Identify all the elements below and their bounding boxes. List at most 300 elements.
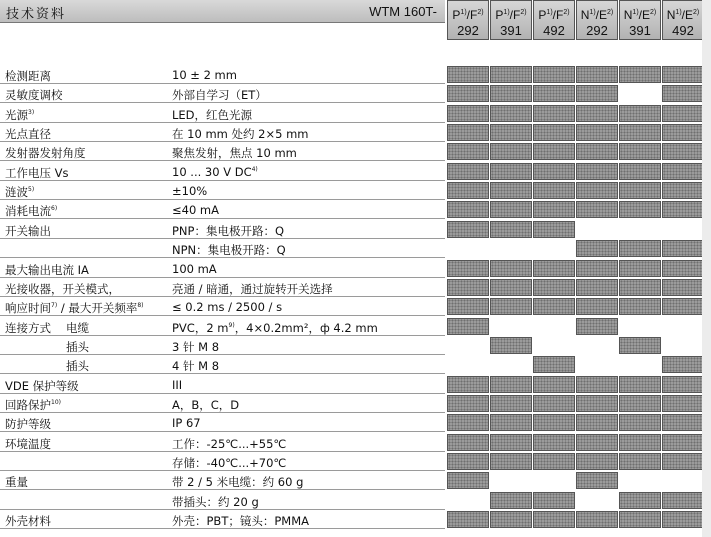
label-text: 光接收器，开关模式，: [5, 282, 120, 296]
availability-cell-filled: [447, 201, 489, 218]
label-footnote-2: 8): [137, 302, 144, 310]
table-row: [0, 84, 445, 103]
value-text: 外部自学习（ET）: [172, 88, 267, 102]
availability-cell-filled: [490, 395, 532, 412]
value-footnote: 9): [228, 322, 235, 330]
availability-cell-filled: [447, 221, 489, 238]
availability-cell-filled: [619, 337, 661, 354]
availability-cell-empty: [619, 318, 661, 335]
availability-cell-filled: [447, 85, 489, 102]
value-text: 聚焦发射，焦点 10 mm: [172, 146, 297, 160]
table-row: [0, 355, 445, 374]
row-label: [5, 165, 69, 181]
availability-cell-filled: [619, 124, 661, 141]
availability-cell-filled: [447, 376, 489, 393]
row-value: [172, 126, 309, 142]
column-sup2: 2): [477, 9, 484, 16]
availability-cell-filled: [447, 279, 489, 296]
label-footnote: 3): [28, 109, 35, 117]
value-text: ≤ 0.2 ms / 2500 / s: [172, 300, 283, 314]
column-sup1: 1): [460, 9, 467, 16]
availability-cell-empty: [576, 356, 618, 373]
availability-cell-filled: [490, 298, 532, 315]
availability-cell-filled: [533, 260, 575, 277]
table-row: [0, 65, 445, 84]
availability-cell-filled: [490, 143, 532, 160]
availability-cell-filled: [447, 124, 489, 141]
availability-cell-filled: [490, 376, 532, 393]
table-row: [0, 452, 445, 471]
availability-cell-filled: [533, 124, 575, 141]
availability-cell-empty: [447, 492, 489, 509]
availability-cell-filled: [576, 260, 618, 277]
row-value: [172, 223, 284, 239]
column-type: [577, 5, 617, 23]
table-row: [0, 162, 445, 181]
row-label: [5, 436, 51, 452]
row-label: [5, 223, 51, 239]
availability-cell-filled: [576, 511, 618, 528]
availability-cell-filled: [490, 453, 532, 470]
row-value: [172, 339, 219, 355]
availability-cell-filled: [662, 124, 704, 141]
value-text: III: [172, 378, 183, 392]
column-number: 391: [629, 23, 651, 38]
availability-cell-filled: [619, 492, 661, 509]
availability-cell-filled: [447, 66, 489, 83]
availability-cell-filled: [533, 453, 575, 470]
availability-cell-filled: [490, 163, 532, 180]
row-value: [172, 494, 259, 510]
row-divider: [0, 257, 445, 258]
availability-cell-filled: [662, 260, 704, 277]
availability-cell-filled: [619, 395, 661, 412]
availability-cell-empty: [447, 356, 489, 373]
row-label: [5, 184, 34, 200]
availability-cell-empty: [490, 240, 532, 257]
availability-cell-filled: [576, 182, 618, 199]
availability-cell-empty: [619, 472, 661, 489]
availability-cell-filled: [447, 318, 489, 335]
availability-cell-empty: [490, 356, 532, 373]
availability-cell-filled: [662, 414, 704, 431]
availability-cell-filled: [619, 105, 661, 122]
column-type: [491, 5, 531, 23]
availability-cell-filled: [447, 472, 489, 489]
value-text: IP 67: [172, 416, 201, 430]
availability-cell-filled: [490, 221, 532, 238]
label-text: 响应时间: [5, 301, 51, 315]
column-number: 292: [457, 23, 479, 38]
availability-cell-filled: [490, 279, 532, 296]
availability-cell-filled: [662, 511, 704, 528]
value-text: 带插头：约 20 g: [172, 495, 259, 509]
header-bar: [0, 0, 445, 23]
label-text: 光源: [5, 108, 28, 122]
row-value: [172, 87, 267, 103]
label-text: 检测距离: [5, 69, 51, 83]
value-text: 存储：-40℃...+70℃: [172, 456, 287, 470]
column-sup1: 1): [546, 9, 553, 16]
row-sublabel: 插头: [66, 340, 89, 354]
availability-cell-filled: [662, 453, 704, 470]
availability-cell-filled: [576, 163, 618, 180]
availability-cell-filled: [447, 143, 489, 160]
availability-cell-filled: [533, 105, 575, 122]
availability-cell-filled: [619, 163, 661, 180]
column-header: [533, 0, 575, 40]
availability-cell-filled: [662, 163, 704, 180]
row-value: [172, 281, 333, 297]
table-row: [0, 491, 445, 510]
column-type: P: [495, 8, 504, 22]
availability-cell-filled: [576, 453, 618, 470]
column-sig: F: [470, 8, 478, 22]
label-text: 重量: [5, 475, 28, 489]
row-value: [172, 416, 201, 430]
availability-cell-filled: [533, 85, 575, 102]
table-row: [0, 413, 445, 432]
availability-cell-empty: [533, 472, 575, 489]
availability-cell-filled: [533, 434, 575, 451]
row-divider: [0, 102, 445, 103]
table-row: [0, 375, 445, 394]
availability-cell-filled: [619, 240, 661, 257]
column-header: [619, 0, 661, 40]
availability-cell-filled: [619, 434, 661, 451]
availability-cell-filled: [619, 414, 661, 431]
column-type: [534, 5, 574, 23]
availability-cell-filled: [533, 395, 575, 412]
row-value: [172, 397, 239, 413]
availability-cell-empty: [447, 337, 489, 354]
value-text: PVC，2 m: [172, 321, 229, 335]
label-text: 灵敏度调校: [5, 88, 63, 102]
value-text: 10 ± 2 mm: [172, 68, 237, 82]
availability-cell-filled: [533, 182, 575, 199]
value-text: ≤40 mA: [172, 203, 219, 217]
column-number: 492: [672, 23, 694, 38]
availability-cell-filled: [576, 240, 618, 257]
table-row: [0, 336, 445, 355]
section-title: 技术资料: [6, 7, 67, 22]
column-sep: /: [681, 8, 685, 22]
label-text: 消耗电流: [5, 204, 51, 218]
availability-cell-filled: [447, 434, 489, 451]
model-label: WTM 160T-: [369, 4, 437, 19]
row-label: [5, 107, 34, 123]
availability-cell-empty: [490, 472, 532, 489]
availability-cell-filled: [533, 279, 575, 296]
availability-cell-filled: [576, 318, 618, 335]
row-label: [5, 87, 63, 103]
availability-cell-filled: [576, 298, 618, 315]
label-footnote: 5): [28, 186, 35, 194]
availability-cell-filled: [576, 143, 618, 160]
label-footnote: 7): [51, 302, 58, 310]
column-sep: /: [466, 8, 470, 22]
label-text: 光点直径: [5, 127, 51, 141]
availability-cell-filled: [662, 395, 704, 412]
availability-cell-filled: [490, 66, 532, 83]
table-row: [0, 181, 445, 200]
column-type: P: [452, 8, 461, 22]
value-text: 在 10 mm 处约 2×5 mm: [172, 127, 309, 141]
column-sep: /: [509, 8, 513, 22]
row-value: [172, 165, 258, 179]
row-label: [5, 513, 51, 529]
availability-cell-filled: [662, 492, 704, 509]
label-text: 开关输出: [5, 224, 51, 238]
availability-cell-filled: [447, 182, 489, 199]
availability-cell-empty: [662, 221, 704, 238]
row-value: [172, 68, 237, 82]
availability-cell-filled: [576, 105, 618, 122]
column-sig: E: [685, 8, 694, 22]
availability-cell-filled: [490, 434, 532, 451]
availability-cell-filled: [662, 434, 704, 451]
row-sublabel: 电缆: [66, 321, 89, 335]
availability-cell-empty: [576, 221, 618, 238]
availability-cell-filled: [619, 201, 661, 218]
table-row: [0, 220, 445, 239]
availability-cell-filled: [662, 105, 704, 122]
availability-cell-filled: [490, 511, 532, 528]
row-label: [5, 397, 61, 413]
table-row: [0, 278, 445, 297]
label-footnote: 6): [51, 205, 58, 213]
column-header: [447, 0, 489, 40]
label-text: 工作电压 Vs: [5, 166, 69, 180]
column-number: 391: [500, 23, 522, 38]
column-type: [663, 5, 703, 23]
label-text: 最大输出电流 IA: [5, 263, 89, 277]
row-label: [5, 262, 89, 278]
row-label: [5, 474, 28, 490]
availability-cell-empty: [619, 221, 661, 238]
label-text: VDE 保护等级: [5, 379, 79, 393]
availability-cell-filled: [576, 124, 618, 141]
label-text: 环境温度: [5, 437, 51, 451]
availability-cell-filled: [533, 201, 575, 218]
availability-cell-filled: [662, 85, 704, 102]
row-value: [172, 184, 207, 198]
availability-cell-filled: [533, 221, 575, 238]
table-row: [0, 433, 445, 452]
availability-cell-filled: [533, 414, 575, 431]
availability-cell-filled: [447, 414, 489, 431]
availability-cell-filled: [447, 163, 489, 180]
column-sup2: 2): [693, 9, 700, 16]
availability-cell-empty: [533, 337, 575, 354]
availability-cell-empty: [533, 318, 575, 335]
label-footnote: 10): [51, 399, 61, 407]
availability-cell-filled: [662, 298, 704, 315]
table-row: [0, 471, 445, 490]
availability-cell-filled: [447, 453, 489, 470]
row-value: [172, 474, 303, 490]
row-value: [172, 378, 182, 392]
table-row: [0, 142, 445, 161]
availability-cell-filled: [662, 66, 704, 83]
column-type: [620, 5, 660, 23]
availability-cell-empty: [662, 472, 704, 489]
row-divider: [0, 431, 445, 432]
row-label: [5, 281, 120, 297]
row-label: [5, 68, 51, 84]
column-sup1: 1): [675, 9, 682, 16]
availability-cell-filled: [619, 511, 661, 528]
column-header: [662, 0, 704, 40]
availability-cell-filled: [662, 182, 704, 199]
value-text-2: ，4×0.2mm²，ф 4.2 mm: [234, 321, 378, 335]
row-value: [172, 203, 219, 217]
row-value: [172, 455, 286, 471]
row-label: [5, 126, 51, 142]
row-label: [5, 320, 51, 336]
row-divider: [0, 373, 445, 374]
availability-cell-filled: [490, 85, 532, 102]
row-value: [172, 320, 378, 336]
availability-cell-filled: [576, 376, 618, 393]
availability-cell-filled: [576, 85, 618, 102]
availability-cell-filled: [533, 356, 575, 373]
row-value: [172, 436, 286, 452]
availability-cell-filled: [533, 492, 575, 509]
label-text: 回路保护: [5, 398, 51, 412]
availability-cell-filled: [447, 260, 489, 277]
column-sup1: 1): [632, 9, 639, 16]
availability-cell-filled: [533, 511, 575, 528]
availability-cell-filled: [490, 105, 532, 122]
row-value: [172, 242, 286, 258]
availability-cell-filled: [619, 182, 661, 199]
availability-cell-filled: [619, 66, 661, 83]
row-sublabel: 插头: [66, 359, 89, 373]
table-row: [0, 200, 445, 219]
availability-cell-filled: [533, 143, 575, 160]
value-text: NPN：集电极开路：Q: [172, 243, 286, 257]
availability-cell-filled: [619, 260, 661, 277]
row-divider: [0, 489, 445, 490]
value-text: 工作：-25℃...+55℃: [172, 437, 287, 451]
availability-cell-filled: [490, 492, 532, 509]
availability-cell-filled: [576, 66, 618, 83]
row-label: [5, 300, 144, 316]
availability-cell-empty: [490, 318, 532, 335]
column-sig: F: [513, 8, 521, 22]
column-type: N: [580, 8, 590, 22]
table-row: [0, 239, 445, 258]
column-sup2: 2): [520, 9, 527, 16]
row-value: [172, 262, 217, 276]
table-row: [0, 104, 445, 123]
availability-cell-empty: [447, 240, 489, 257]
label-text: 发射器发射角度: [5, 146, 86, 160]
column-type: N: [666, 8, 676, 22]
table-row: [0, 297, 445, 316]
label-text: 外壳材料: [5, 514, 51, 528]
value-text: 10 ... 30 V DC: [172, 165, 252, 179]
availability-cell-filled: [662, 376, 704, 393]
availability-cell-filled: [576, 472, 618, 489]
label-text: 连接方式: [5, 321, 51, 335]
column-header: [490, 0, 532, 40]
availability-cell-filled: [576, 434, 618, 451]
column-sep: /: [552, 8, 556, 22]
value-text: 3 针 M 8: [172, 340, 220, 354]
row-divider: [0, 218, 445, 219]
availability-cell-filled: [576, 201, 618, 218]
row-label: [5, 203, 57, 219]
table-row: [0, 259, 445, 278]
availability-cell-filled: [619, 298, 661, 315]
row-value: [172, 145, 297, 161]
column-sup2: 2): [563, 9, 570, 16]
availability-cell-filled: [490, 182, 532, 199]
column-sup2: 2): [607, 9, 614, 16]
availability-cell-filled: [447, 395, 489, 412]
column-sep: /: [595, 8, 599, 22]
column-sep: /: [638, 8, 642, 22]
availability-cell-empty: [662, 318, 704, 335]
row-value: [172, 107, 252, 123]
availability-cell-filled: [533, 163, 575, 180]
value-text: 亮通 / 暗通，通过旋转开关选择: [172, 282, 333, 296]
availability-cell-filled: [490, 260, 532, 277]
column-sig: E: [642, 8, 651, 22]
availability-cell-filled: [447, 298, 489, 315]
row-divider: [0, 315, 445, 316]
availability-cell-filled: [490, 201, 532, 218]
availability-cell-filled: [619, 453, 661, 470]
availability-cell-filled: [447, 511, 489, 528]
availability-cell-filled: [662, 356, 704, 373]
row-label: [5, 145, 86, 161]
availability-cell-filled: [533, 66, 575, 83]
availability-cell-filled: [490, 414, 532, 431]
availability-cell-filled: [662, 143, 704, 160]
value-text: 100 mA: [172, 262, 217, 276]
availability-cell-filled: [662, 279, 704, 296]
availability-cell-filled: [490, 124, 532, 141]
label-text: 涟波: [5, 185, 28, 199]
table-row: [0, 394, 445, 413]
table-row: [0, 510, 445, 529]
column-header: [576, 0, 618, 40]
value-text: 带 2 / 5 米电缆：约 60 g: [172, 475, 304, 489]
column-sig: F: [556, 8, 564, 22]
table-row: [0, 317, 445, 336]
availability-cell-filled: [662, 201, 704, 218]
availability-cell-filled: [619, 143, 661, 160]
column-sup1: 1): [503, 9, 510, 16]
value-text: 4 针 M 8: [172, 359, 220, 373]
availability-cell-empty: [662, 337, 704, 354]
column-sig: E: [599, 8, 608, 22]
availability-cell-filled: [447, 105, 489, 122]
column-number: 292: [586, 23, 608, 38]
availability-cell-empty: [619, 356, 661, 373]
value-text: PNP：集电极开路：Q: [172, 224, 285, 238]
table-row: [0, 123, 445, 142]
availability-cell-filled: [576, 414, 618, 431]
label-text-2: / 最大开关频率: [57, 301, 138, 315]
row-divider: [0, 528, 445, 529]
value-text: A，B，C，D: [172, 398, 240, 412]
availability-cell-filled: [576, 395, 618, 412]
value-footnote: 4): [251, 166, 258, 174]
